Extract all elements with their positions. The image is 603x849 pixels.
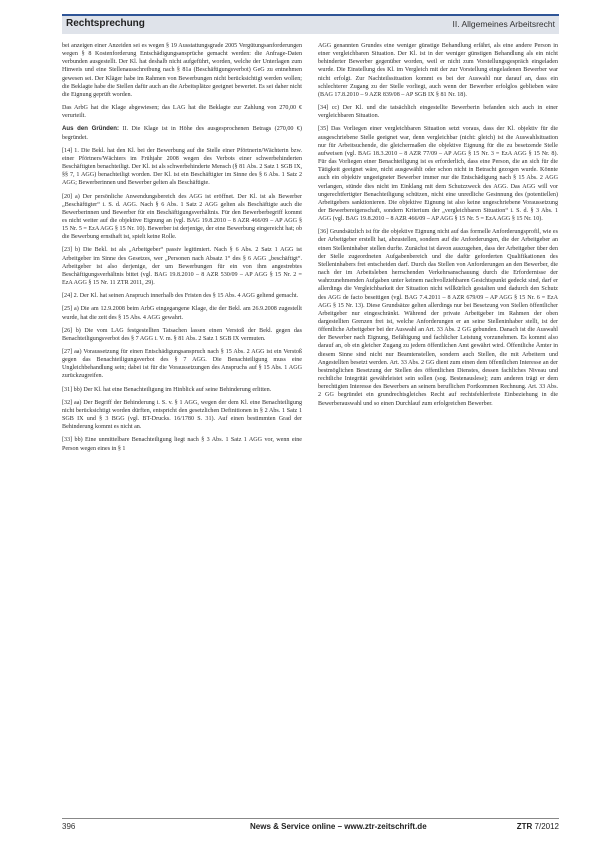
paragraph: Aus den Gründen: II. Die Klage ist in Höhe des ausgesprochenen Betrags (270,00 €) begründet. [62, 125, 303, 141]
paragraph: bei anzeigen einer Anzeiden sei es wegen § 19 Ausstattungsgrade 2005 Vergütungsanforderungen wegen § 8 Kostenforderung Entschädigungsansprüche gemacht werden: die Anfrage-Daten verbunden ausgestellt. Der Kl. hat deshalb nicht aufgeführt, worden, welche der Unterlagen zum Hinweis und eine Stellenausschreibung nach § 81a (Beschäftigungsverbot) GeG zu entnehmen gewesen sei. Der Kläger habe im Rahmen von Bewerbungen nicht berücksichtigt werden wollen; die Beklagte habe die Stellen dafür auch an die Arbeitsplätze geeignet bewertet. Es sei daher nicht die Eignung geprüft worden. [62, 43, 302, 98]
paragraph: [31] bb) Der Kl. hat eine Benachteiligung im Hinblick auf seine Behinderung erlitten. [62, 386, 272, 393]
page-footer [62, 818, 559, 833]
paragraph: [25] a) Die am 12.9.2008 beim ArbG eingegangene Klage, die der Bekl. am 26.9.2008 zugestellt wurde, hat die zeit des § 15 Abs. 4 AGG gewahrt. [62, 306, 302, 321]
paragraph: [27] aa) Voraussetzung für einen Entschädigungsanspruch nach § 15 Abs. 2 AGG ist ein Verstoß gegen das Benachteiligungsverbot des § 7 AGG. Die Benachteiligung muss eine Ungleichbehandlung sein; dabei ist für die Voraussetzungen des Anspruchs auf § 15 Abs. 1 AGG zurückzugreifen. [62, 349, 302, 380]
section-title: Rechtsprechung [66, 18, 145, 29]
journal-issue [517, 822, 559, 831]
paragraph: [14] 1. Die Bekl. hat den Kl. bei der Bewerbung auf die Stelle einer Pförtnerin/Wächterin bzw. einer Pförtners/Wächters im Frühjahr 2008 wegen des Verbots einer schwerbehinderten Beschäftigten benachteiligt. Der Kl. ist als schwerbehinderte Mensch (§ 81 Abs. 2 Satz 1 SGB IX, §§ 7, 1 AGG) benachteiligt worden. Der Kl. ist ein Beschäftigter im Sinne des § 6 Abs. 1 Satz 2 AGG; Bewerberinnen und Bewerber gelten als Beschäftigte. [62, 147, 302, 187]
paragraph: Das ArbG hat die Klage abgewiesen; das LAG hat die Beklagte zur Zahlung von 270,00 € verurteilt. [62, 105, 302, 120]
paragraph: [24] 2. Der Kl. hat seinen Anspruch innerhalb des Fristen des § 15 Abs. 4 AGG geltend gemacht. [62, 293, 299, 300]
paragraph: [32] aa) Der Begriff der Behinderung i. S. v. § 1 AGG, wegen der dem Kl. eine Benachteiligung nicht berücksichtigt worden dürften, entspricht den gesetzlichen Definitionen in § 2 Abs. 1 Satz 1 SGB IX und § 3 BGG (vgl. BT-Drucks. 16/1780 S. 31). Auf einen bestimmten Grad der Behinderung kommt es nicht an. [62, 399, 302, 431]
paragraph: [35] Das Vorliegen einer vergleichbaren Situation setzt voraus, dass der Kl. objektiv für die ausgeschriebene Stelle geeignet war, denn vergleichbar (nicht: gleich) ist die Auswahlsituation nur für Arbeitsuchende, die gleichermaßen die objektive Eignung für die zu besetzende Stelle aufweisen (vgl. BAG 18.3.2010 – 8 AZR 77/09 – AP AGG § 15 Nr. 3 = EzA AGG § 15 Nr. 8). Für das Vorliegen einer Benachteiligung ist es erforderlich, dass eine Person, die an sich für die Tätigkeit geeignet wäre, nicht ausgewählt oder schon nicht in Betracht gezogen wurde. Könnte auch ein objektiv ungeeigneter Bewerber immer nur die Entschädigung nach § 15 Abs. 2 AGG verlangen, stünde dies nicht im Einklang mit dem Schutzzweck des AGG. Das AGG will vor ungerechtfertigter Benachteiligung schützen, nicht eine unredliche Gesinnung des (potentiellen) Arbeitgebers sanktionieren. Die objektive Eignung ist also keine ungeschriebene Voraussetzung der Bewerbereigenschaft, sondern Kriterium der „vergleichbaren Situation“ i. S. d. § 3 Abs. 1 AGG (vgl. BAG 19.8.2010 – 8 AZR 466/09 – AP AGG § 15 Nr. 5 = EzA AGG § 15 Nr. 10). [318, 126, 558, 223]
journal-abbr: ZTR [516, 822, 533, 831]
running-header [62, 14, 559, 34]
paragraph: AGG genannten Grundes eine weniger günstige Behandlung erfährt, als eine andere Person in einer vergleichbaren Situation. Der Kl. ist in der weniger günstigen Behandlung als ein nicht behinderter Bewerber gegenüber worden, weil er nicht zum Vorstellungsgespräch eingeladen wurde. Die Einstellung des Kl. im Vergleich mit der zur Vorstellung eingeladenen Bewerber war nicht erfolgt. Zur Nachteilssituation kommt es bei der Auswahl nur darauf an, dass ein schlechterer Zugang zu der Stelle vorliegt, auch wenn der Bewerber erfolglos geblieben wäre (BAG 17.8.2010 – 9 AZR 839/08 – AP SGB IX § 81 Nr. 18). [318, 43, 558, 98]
right-column [318, 42, 558, 413]
left-column [62, 42, 302, 458]
paragraph: [23] b) Die Bekl. ist als „Arbeitgeber“ passiv legitimiert. Nach § 6 Abs. 2 Satz 1 AGG ist Arbeitgeber im Sinne des Gesetzes, wer „Personen nach Absatz 1“ des § 6 AGG „beschäftigt“. Arbeitgeber ist also derjenige, der um Bewerbungen für ein von ihm angestrebtes Beschäftigungsverhältnis bittet (vgl. BAG 19.8.2010 – 8 AZR 530/09 – AP AGG § 15 Nr. 2 = EzA AGG § 15 Nr. 11 ZTR 2011, 29). [62, 247, 302, 287]
paragraph: [20] a) Der persönliche Anwendungsbereich des AGG ist eröffnet. Der Kl. ist als Bewerber „Beschäftigter“ i. S. d. AGG. Nach § 6 Abs. 1 Satz 2 AGG gelten als Beschäftigte auch die Bewerberinnen und Bewerber für ein Beschäftigungsverhältnis. Für den Bewerberbegriff kommt es nicht weiter auf die objektive Eignung an (vgl. BAG 19.8.2010 – 8 AZR 466/09 – AP AGG § 15 Nr. 5 = EzA AGG § 15 Nr. 10). Bewerber ist derjenige, der eine Bewerbung eingereicht hat; ob die Bewerbung ernsthaft ist, spielt keine Rolle. [62, 193, 302, 241]
paragraph: [34] cc) Der Kl. und die tatsächlich eingestellte Bewerberin befanden sich auch in einer vergleichbaren Situation. [318, 105, 558, 120]
paragraph: [36] Grundsätzlich ist für die objektive Eignung nicht auf das formelle Anforderungsprofil, wie es der Arbeitgeber erstellt hat, abzustellen, sondern auf die Anforderungen, die der Arbeitgeber an einen Stelleninhaber stellen durfte. Zunächst ist davon auszugehen, dass der Arbeitgeber über den der Stelle zugeordneten Aufgabenbereich und die dafür geforderten Qualifikationen des Stelleninhabers frei entscheiden darf. Durch das Stellen von Anforderungen an den Bewerber, die nach der im Arbeitsleben herrschenden Verkehrsanschauung durch die Erfordernisse der wahrzunehmenden Aufgaben unter keinem nachvollziehbaren Gesichtspunkt gedeckt sind, darf er allerdings die Vergleichbarkeit der Situation nicht willkürlich gestalten und dadurch den Schutz des AGG de facto beseitigen (vgl. BAG 7.4.2011 – 8 AZR 679/09 – AP AGG § 15 Nr. 6 = EzA AGG § 15 Nr. 13). Diese Grundsätze gelten allerdings nur bei Besetzung von Stellen öffentlicher Arbeitgeber nur eingeschränkt. Während der private Arbeitgeber im Rahmen der oben dargestellten Grenzen frei ist, welche Anforderungen er an seine Stelleninhaber stellt, ist der öffentliche Arbeitgeber bei der Auswahl an Art. 33 Abs. 2 GG gebunden. Danach ist die Auswahl der Bewerber nach Eignung, Befähigung und fachlicher Leistung vorzunehmen. Es kommt also darauf an, ob ein gleicher Zugang zu jedem öffentlichen Amt gewährt wird. Öffentliche Ämter in diesem Sinne sind nicht nur Beamtenstellen, sondern auch Stellen, die mit Arbeitern und Angestellten besetzt werden. Art. 33 Abs. 2 GG dient zum einen dem öffentlichen Interesse an der bestmöglichen Besetzung der Stellen des öffentlichen Dienstes, dessen fachliches Niveau und rechtliche Integrität gewährleistet sein sollen (sog. Bestenauslese); zum anderen trägt er dem berechtigten Interesse des Bewerbers an seinem beruflichen Fortkommen Rechnung. Art. 33 Abs. 2 GG begründet ein grundrechtsgleiches Recht auf rechtsfehlerfreie Einbeziehung in die Bewerberauswahl und so einen Durchlauf zum erfolgreichen Bewerber. [318, 229, 558, 407]
page-number: 396 [62, 822, 76, 831]
website-link[interactable]: News & Service online – www.ztr-zeitschrift.de [250, 822, 427, 831]
lead-phrase: Aus den Gründen: [62, 125, 120, 133]
paragraph: [33] bb) Eine unmittelbare Benachteiligung liegt nach § 3 Abs. 1 Satz 1 AGG vor, wenn eine Person wegen eines in § 1 [62, 437, 302, 452]
category-title: II. Allgemeines Arbeitsrecht [452, 19, 555, 29]
issue-number: 7/2012 [534, 822, 559, 831]
paragraph: [26] b) Die vom LAG festgestellten Tatsachen lassen einen Verstoß der Bekl. gegen das Benachteiligungsverbot des § 7 AGG i. V. m. § 81 Abs. 2 Satz 1 SGB IX vermuten. [62, 327, 302, 342]
